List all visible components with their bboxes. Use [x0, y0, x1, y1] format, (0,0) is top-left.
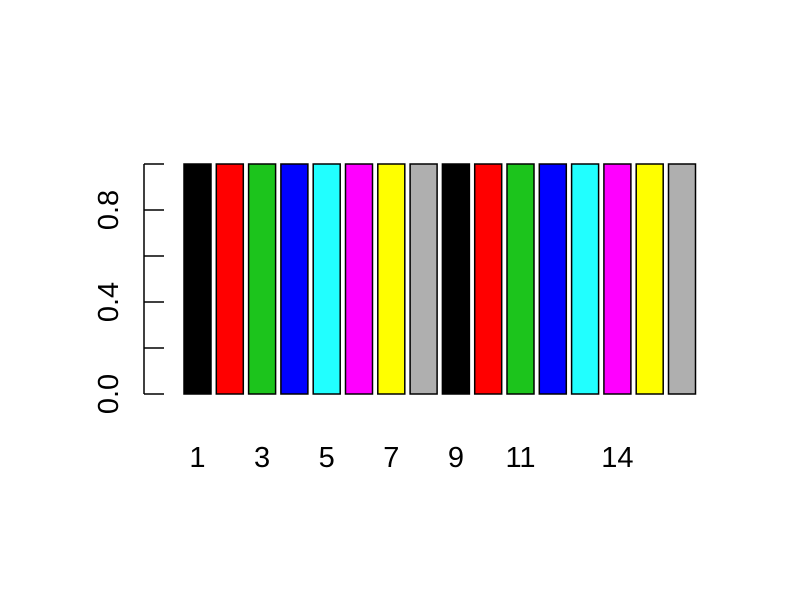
bars-group [184, 164, 696, 394]
y-tick-label: 0.8 [93, 189, 125, 231]
bar-15 [636, 164, 663, 394]
bar-14 [604, 164, 631, 394]
bar-4 [281, 164, 308, 394]
bar-9 [442, 164, 469, 394]
y-tick-label: 0.0 [93, 373, 125, 415]
bar-16 [669, 164, 696, 394]
bar-10 [475, 164, 502, 394]
bar-6 [346, 164, 373, 394]
y-tick-label: 0.4 [93, 281, 125, 323]
x-tick-label: 5 [318, 442, 335, 474]
bar-1 [184, 164, 211, 394]
bar-11 [507, 164, 534, 394]
bar-3 [249, 164, 276, 394]
bar-12 [539, 164, 566, 394]
bar-8 [410, 164, 437, 394]
bar-13 [572, 164, 599, 394]
x-tick-label: 7 [383, 442, 400, 474]
x-tick-label: 11 [505, 442, 536, 474]
y-axis [93, 164, 164, 414]
bar-7 [378, 164, 405, 394]
bar-5 [313, 164, 340, 394]
bar-2 [216, 164, 243, 394]
x-tick-label: 9 [447, 442, 464, 474]
x-tick-label: 1 [189, 442, 206, 474]
x-tick-label: 14 [601, 442, 634, 474]
x-axis-labels [189, 442, 633, 474]
x-tick-label: 3 [254, 442, 271, 474]
